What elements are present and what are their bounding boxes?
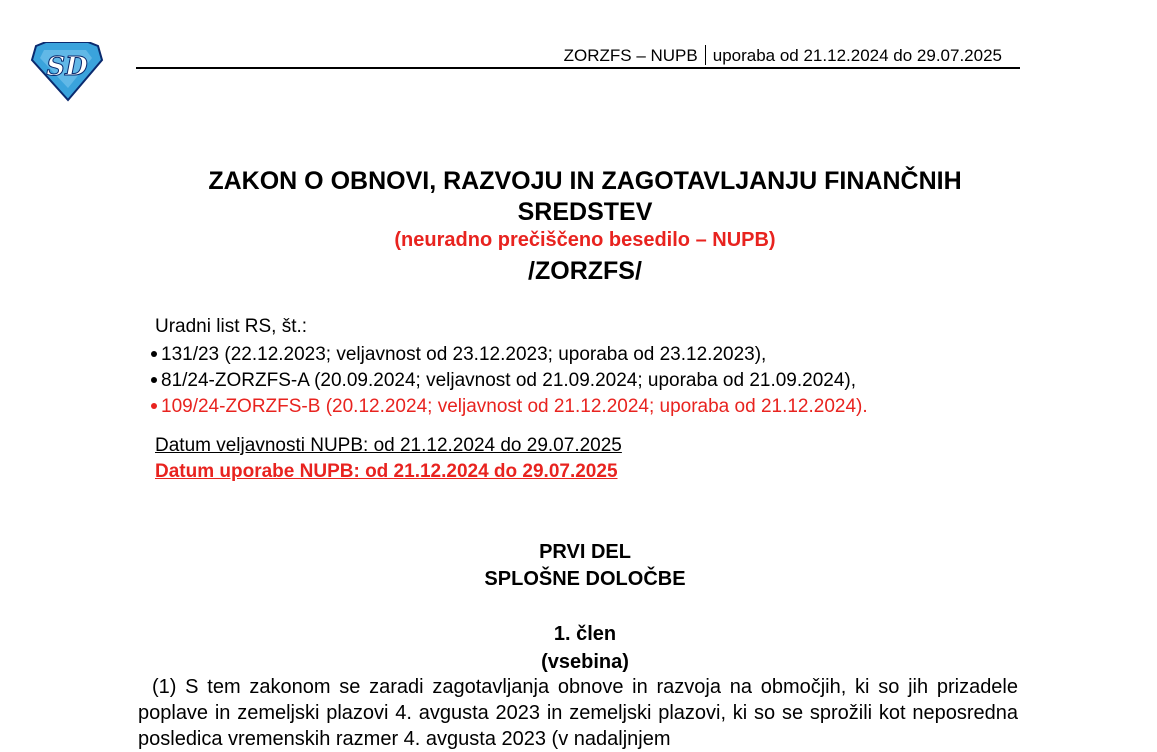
part-number: PRVI DEL bbox=[539, 541, 631, 563]
article-number: 1. člen bbox=[553, 623, 617, 645]
gazette-item-text: 81/24-ZORZFS-A (20.09.2024; veljavnost od 21.09.2024; uporaba od 21.09.2024), bbox=[161, 370, 857, 391]
application-date: Datum uporabe NUPB: od 21.12.2024 do 29.07.2025 bbox=[155, 461, 618, 482]
document-abbreviation: /ZORZFS/ bbox=[528, 257, 642, 285]
gazette-item-text: 131/23 (22.12.2023; veljavnost od 23.12.2023; uporaba od 23.12.2023), bbox=[161, 344, 767, 365]
title-line-2: SREDSTEV bbox=[517, 198, 653, 226]
gazette-item bbox=[151, 394, 868, 420]
article-paragraph: (1) S tem zakonom se zaradi zagotavljanja obnove in razvoja na območjih, ki so jih prizadele poplave in zemeljski plazovi 4. avgusta 2023 in zemeljski plazovi, ki so se sprožili kot neposredna posledica vremenskih razmer 4. avgusta 2023 (v nadaljnjem bbox=[138, 676, 1018, 750]
bullet-icon bbox=[151, 403, 157, 409]
validity-date: Datum veljavnosti NUPB: od 21.12.2024 do 29.07.2025 bbox=[155, 435, 622, 456]
bullet-icon bbox=[151, 351, 157, 357]
gazette-item-text: 109/24-ZORZFS-B (20.12.2024; veljavnost od 21.12.2024; uporaba od 21.12.2024). bbox=[161, 396, 868, 417]
gazette-list bbox=[151, 342, 868, 420]
gazette-item bbox=[151, 342, 868, 368]
logo-text: SD bbox=[46, 52, 88, 82]
header-usage: uporaba od 21.12.2024 do 29.07.2025 bbox=[712, 46, 1002, 65]
gazette-item bbox=[151, 368, 868, 394]
bullet-icon bbox=[151, 377, 157, 383]
document-subtitle: (neuradno prečiščeno besedilo – NUPB) bbox=[394, 229, 776, 251]
header-code: ZORZFS – NUPB bbox=[563, 46, 698, 65]
part-heading bbox=[130, 539, 1040, 593]
document-title bbox=[130, 166, 1040, 228]
logo-shield-icon bbox=[30, 42, 104, 102]
article-name: (vsebina) bbox=[541, 651, 629, 673]
article-heading bbox=[130, 620, 1040, 676]
running-header bbox=[136, 45, 1002, 66]
part-name: SPLOŠNE DOLOČBE bbox=[484, 568, 686, 590]
header-separator bbox=[705, 45, 706, 65]
title-line-1: ZAKON O OBNOVI, RAZVOJU IN ZAGOTAVLJANJU FINANČNIH bbox=[208, 167, 962, 195]
header-rule bbox=[136, 67, 1020, 69]
gazette-label: Uradni list RS, št.: bbox=[155, 316, 308, 337]
